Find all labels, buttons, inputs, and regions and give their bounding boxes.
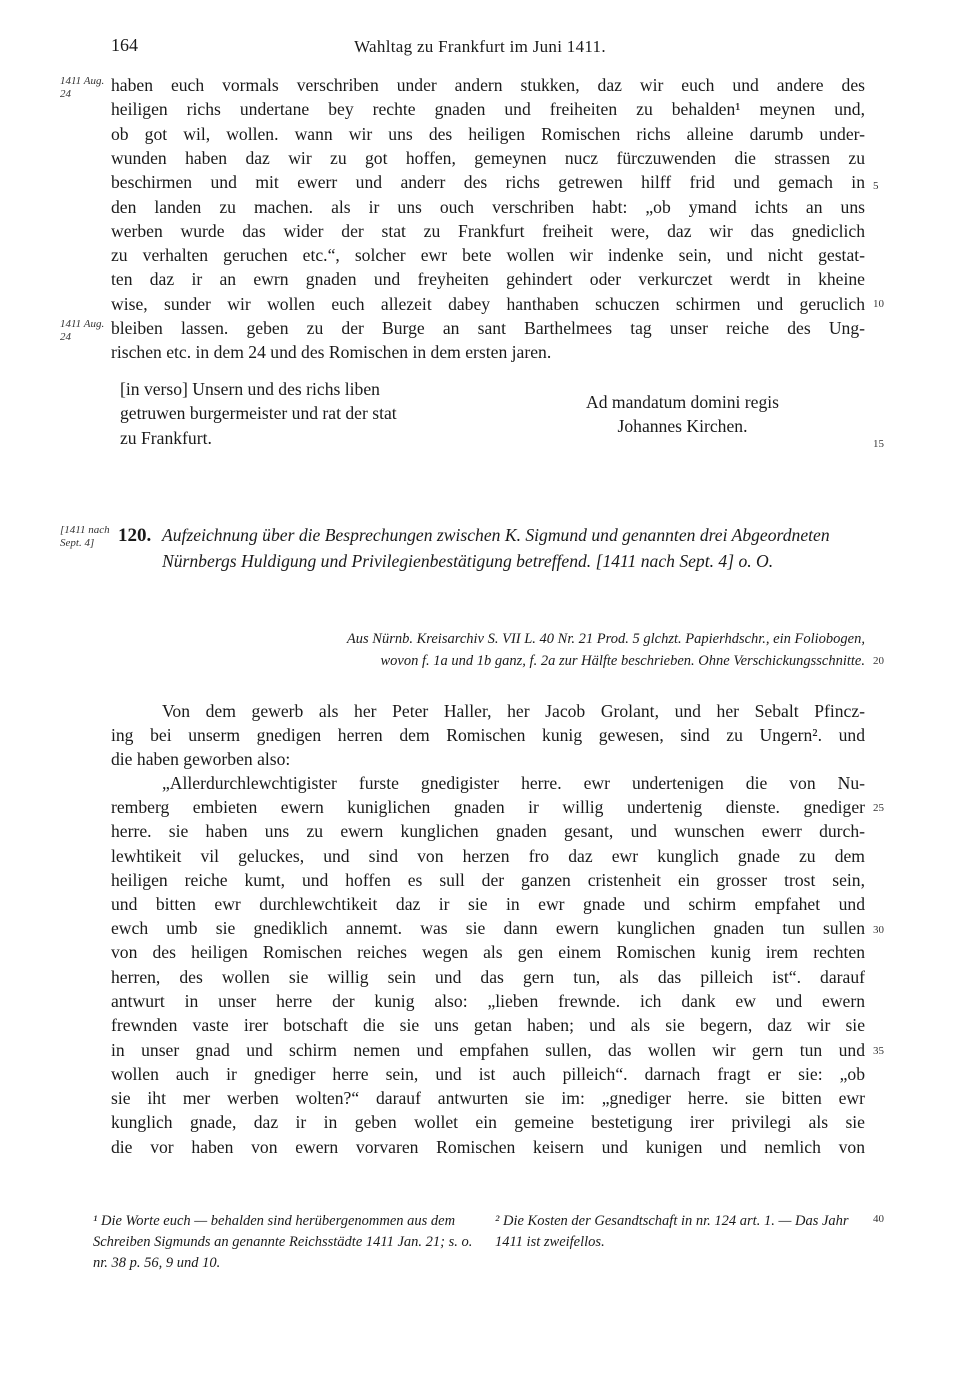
footnote-1: ¹ Die Worte euch — behalden sind herübergenommen aus dem Schreiben Sigmunds an genannte Reichsstädte 1411 Jan. 21; s. o. nr. 38 p. 56, 9 und 10. [93,1213,473,1271]
report-line: heiligen reiche kumt, und hoffen es sull der ganzen cristenheit ein grosser trost sein, [111,870,865,890]
address-line: getruwen burgermeister und rat der stat [120,403,397,424]
report-line: „Allerdurchlewchtigister furste gnedigister herre. ewr undertenigen die von Nu- [162,773,865,793]
mandate-line: Ad mandatum domini regis [585,392,780,412]
letter-line: wunden haben daz wir zu got hoffen, gemeynen nucz fürczuwenden die strassen zu [111,148,865,168]
report-line: in unser gnad und schirm nemen und empfahen sullen, das wollen wir gern tun und [111,1040,865,1060]
report-line: ing bei unserm gnedigen herren dem Romischen kunig gewesen, sind zu Ungern². und [111,725,865,745]
address-line: zu Frankfurt. [120,427,212,448]
margin-date: 1411 Aug. 24 [60,75,105,100]
report-line: die vor haben von ewern vorvaren Romischen keisern und kunigen und nemlich von [111,1137,865,1157]
document-heading: Aufzeichnung über die Besprechungen zwischen K. Sigmund und genannten drei Abgeordneten Nürnbergs Huldigung und Privilegienbestätigung betreffend. [1411 nach Sept. 4] o. O. [162,525,830,571]
report-line: remberg embieten ewern kuniglichen gnaden ir willig undertenig dienste. gnediger [111,797,865,817]
report-line: frewnden vaste irer botschaft die sie uns getan haben; und als sie begern, daz wir sie [111,1015,865,1035]
line-number: 35 [873,1045,884,1057]
report-line: und bitten ewr durchlewchtikeit daz ir sie in ewr gnade und schirm empfahet und [111,894,865,914]
letter-line: zu verhalten geruchen etc.“, solcher ewr bete wollen wir indenke sein, und nicht gestat- [111,245,865,265]
mandate-line: Johannes Kirchen. [617,416,748,437]
report-line: antwurt in unser herre der kunig also: „lieben frewnde. ich dank ew und ewern [111,991,865,1011]
line-number: 15 [873,438,884,450]
report-line: herren, des wollen sie willig sein und das gern tun, als das pilleich ist“. darauf [111,967,865,987]
line-number: 30 [873,924,884,936]
report-line: kunglich gnade, daz ir in geben wollet ein gemeine bestetigung irer privilegi als sie [111,1112,865,1132]
letter-line: haben euch vormals verschriben under andern stukken, daz wir euch und andere des [111,75,865,95]
margin-date: [1411 nach Sept. 4] [60,524,110,549]
line-number: 25 [873,802,884,814]
running-title: Wahltag zu Frankfurt im Juni 1411. [354,37,606,56]
letter-line: wise, sunder wir wollen euch allezeit dabey hanthaben schuczen schirmen und geruclich [111,294,865,314]
letter-line: beschirmen und mit ewerr und anderr des richs getrewen hilff frid und gemach in [111,172,865,192]
report-line: ewch umb sie gnediklich annemt. was sie dann ewern kunglichen gnaden tun sullen [111,918,865,938]
letter-line: heiligen richs undertane bey rechte gnaden und freiheiten zu behalden¹ meynen und, [111,99,865,119]
line-number: 20 [873,655,884,667]
report-line: Von dem gewerb als her Peter Haller, her Jacob Grolant, und her Sebalt Pfincz- [162,701,865,721]
margin-date: 1411 Aug. 24 [60,318,105,343]
letter-line: bleiben lassen. geben zu der Burge an sant Barthelmees tag unser reiche des Ung- [111,318,865,338]
line-number: 40 [873,1213,884,1225]
letter-line: werben wurde das wider der stat zu Frankfurt freiheit were, daz wir das gnediclich [111,221,865,241]
page-number: 164 [111,35,138,55]
report-line: herre. sie haben uns zu ewern kunglichen gnaden gesant, und wunschen ewerr durch- [111,821,865,841]
letter-line: ob got wil, wollen. wann wir uns des heiligen Romischen richs alleine darumb under- [111,124,865,144]
report-line: sie iht mer werben wolten?“ darauf antwurten sie im: „gnediger herre. sie bitten ewr [111,1088,865,1108]
report-line: von des heiligen Romischen reiches wegen als gen einem Romischen kunig irem rechten [111,942,865,962]
line-number: 10 [873,298,884,310]
letter-line: rischen etc. in dem 24 und des Romischen in dem ersten jaren. [111,342,552,362]
report-line: wollen auch ir gnediger herre sein, und ist auch pilleich“. darnach fragt er sie: „ob [111,1064,865,1084]
mandate-block [560,390,805,439]
report-line: lewhtikeit vil geluckes, und sind von herzen fro daz ewr kunglich gnade zu dem [111,846,865,866]
line-number: 5 [873,180,879,192]
document-number: 120. [118,525,152,546]
address-block [120,377,397,450]
address-line: [in verso] Unsern und des richs liben [120,379,380,399]
letter-line: den landen zu machen. als ir uns ouch verschriben habt: „ob ymand ichts an uns [111,197,865,217]
source-note: Aus Nürnb. Kreisarchiv S. VII L. 40 Nr. 21 Prod. 5 glchzt. Papierhdschr., ein Foliobogen, [346,631,865,647]
footnote-2: ² Die Kosten der Gesandtschaft in nr. 124 art. 1. — Das Jahr 1411 ist zweifellos. [495,1213,849,1250]
report-line: die haben geworben also: [111,749,291,769]
source-note: wovon f. 1a und 1b ganz, f. 2a zur Hälfte beschrieben. Ohne Verschickungsschnitte. [380,653,865,669]
letter-line: ten daz ir an ewrn gnaden und freyheiten gehindert oder verkurczet werdt in kheine [111,269,865,289]
